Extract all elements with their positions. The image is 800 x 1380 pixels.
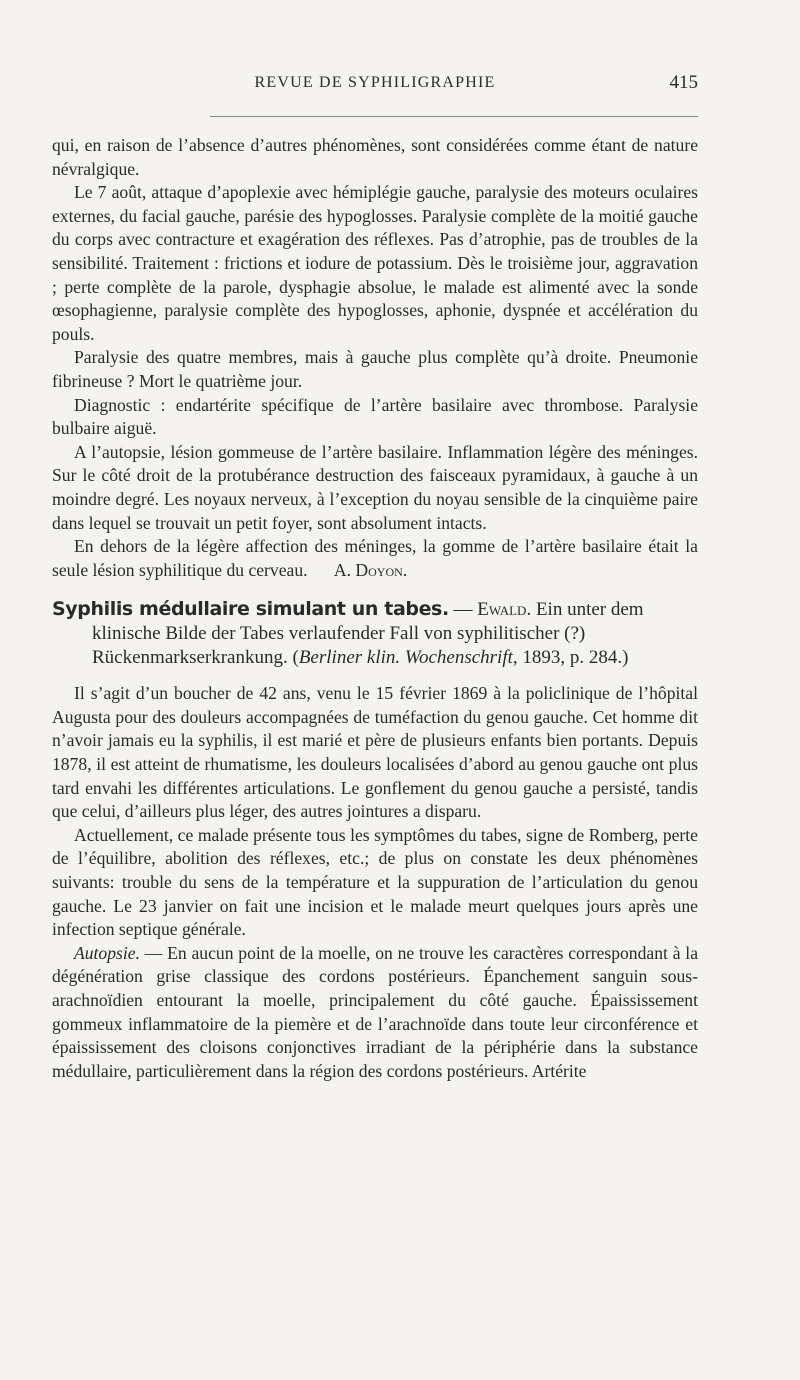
paragraph-text: — En aucun point de la moelle, on ne trouve les caractères correspondant à la dégénération grise classique des cordons postérieurs. Épanchement sanguin sous-arachnoïdien entourant la moelle, principalement du côté gauche. Épaississement gommeux inflammatoire de la piemère et de l’arachnoïde dans toute leur circonférence et épaississement des cloisons conjonctives irradiant de la périphérie dans la substance médullaire, particulièrement dans la région des cordons postérieurs. Artérite <box>52 942 698 1081</box>
paragraph <box>52 942 698 1084</box>
article-title: Syphilis médullaire simulant un tabes. <box>52 598 449 621</box>
article-reference: , 1893, p. 284.) <box>512 647 629 669</box>
paragraph: Le 7 août, attaque d’apoplexie avec hémiplégie gauche, paralysie des moteurs oculaires externes, du facial gauche, parésie des hypoglosses. Paralysie complète de la moitié gauche du corps avec contracture et exagération des réflexes. Pas d’atrophie, pas de troubles de la sensibilité. Traitement : frictions et iodure de potassium. Dès le troisième jour, aggravation ; perte complète de la parole, dysphagie absolue, le malade est alimenté avec la sonde œsophagienne, paralysie complète des hypoglosses, aphonie, dyspnée et accélération du pouls. <box>52 182 698 344</box>
journal-name: Berliner klin. Wochenschrift <box>298 647 513 669</box>
page-number: 415 <box>669 72 698 93</box>
article-author: Ewald. <box>477 599 532 621</box>
page-header <box>52 74 698 104</box>
paragraph <box>52 535 698 582</box>
article-german-title: Ein unter dem klinische Bilde der Tabes verlaufender Fall von syphilitischer (?) Rückenmarkserkrankung. ( <box>92 599 644 669</box>
article-heading <box>52 597 698 670</box>
paragraph: A l’autopsie, lésion gommeuse de l’artère basilaire. Inflammation légère des méninges. Sur le côté droit de la protubérance destruction des faisceaux pyramidaux, à gauche à un moindre degré. Les noyaux nerveux, à l’exception du noyau sensible de la cinquième paire dans lequel se trouvait un petit foyer, sont absolument intacts. <box>52 441 698 533</box>
paragraph: Il s’agit d’un boucher de 42 ans, venu le 15 février 1869 à la policlinique de l’hôpital Augusta pour des douleurs accompagnées de tuméfaction du genou gauche. Cet homme dit n’avoir jamais eu la syphilis, il est marié et père de plusieurs enfants bien portants. Depuis 1878, il est atteint de rhumatisme, les douleurs localisées d’abord au genou gauche ont plus tard envahi les différentes articulations. Le gonflement du genou gauche a persisté, tandis que celui, d’ailleurs plus léger, des autres jointures a disparu. <box>52 683 698 822</box>
author-signature: A. Doyon. <box>333 559 408 580</box>
paragraph: Paralysie des quatre membres, mais à gauche plus complète qu’à droite. Pneumonie fibrineuse ? Mort le quatrième jour. <box>52 347 698 391</box>
paragraph: Actuellement, ce malade présente tous les symptômes du tabes, signe de Romberg, perte de l’équilibre, abolition des réflexes, etc.; de plus on constate les deux phénomènes suivants: trouble du sens de la température et la suppuration de l’articulation du genou gauche. Le 23 janvier on fait une incision et le malade meurt quelques jours après une infection septique générale. <box>52 824 698 940</box>
paragraph-text: En dehors de la légère affection des méninges, la gomme de l’artère basilaire était la seule lésion syphilitique du cerveau. <box>52 536 698 580</box>
paragraph: qui, en raison de l’absence d’autres phénomènes, sont considérées comme étant de nature névralgique. <box>52 135 698 179</box>
header-rule <box>210 116 698 117</box>
paragraph: Diagnostic : endartérite spécifique de l’artère basilaire avec thrombose. Paralysie bulbaire aiguë. <box>52 394 698 439</box>
running-title: REVUE DE SYPHILIGRAPHIE <box>254 74 496 91</box>
body-text <box>52 134 698 1083</box>
dash: — <box>448 599 478 621</box>
autopsie-label: Autopsie. <box>74 942 140 963</box>
